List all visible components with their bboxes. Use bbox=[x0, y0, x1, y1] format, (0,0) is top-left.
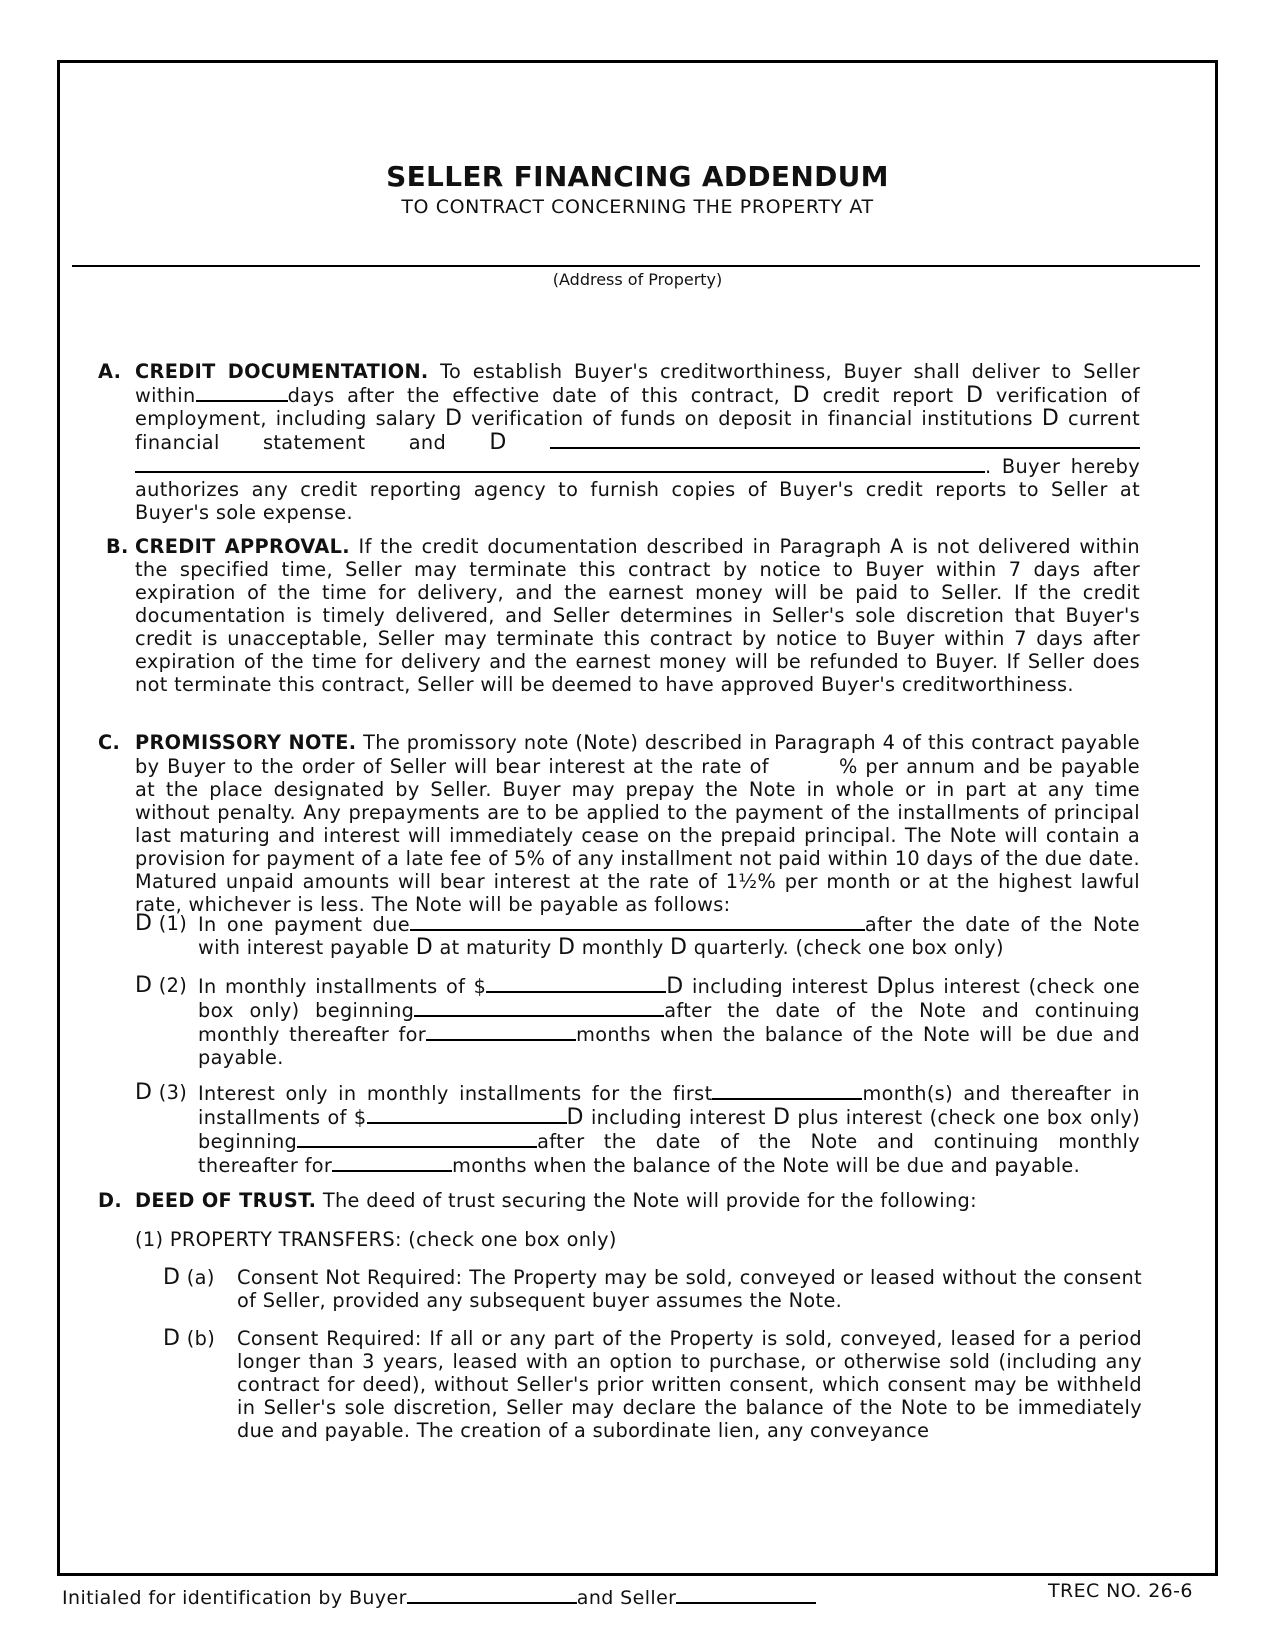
payment-option-2-number: (2) bbox=[158, 974, 188, 997]
form-number: TREC NO. 26-6 bbox=[1048, 1580, 1193, 1602]
section-a-text-7: . Buyer hereby authorizes any credit reporting agency to furnish copies of Buyer's credit reports to Seller at Buyer's sole expense. bbox=[135, 455, 1140, 524]
option-2-text-a: In monthly installments of $ bbox=[198, 975, 487, 998]
initialed-label: Initialed for identification by Buyer bbox=[62, 1587, 407, 1609]
payment-option-1-checkbox[interactable]: D bbox=[135, 911, 153, 936]
section-a-text-2: days after the effective date of this contract, bbox=[287, 384, 793, 407]
other-document-field-2[interactable] bbox=[135, 454, 985, 473]
credit-report-checkbox[interactable]: D bbox=[792, 383, 810, 408]
section-d bbox=[98, 1189, 1140, 1212]
consent-not-required-text: Consent Not Required: The Property may be sold, conveyed or leased without the consent of Seller, provided any subsequent buyer assumes the Note. bbox=[237, 1266, 1142, 1312]
section-a-text-4: verification of employment, including salary bbox=[135, 384, 1140, 430]
section-a-text-5: verification of funds on deposit in financial institutions bbox=[462, 407, 1042, 430]
at-maturity-checkbox[interactable]: D bbox=[415, 935, 434, 960]
section-a-text-6: current financial statement and bbox=[135, 407, 1141, 454]
option-1-text-c: at maturity bbox=[433, 936, 558, 959]
section-c-text-1: The promissory note (Note) described in Paragraph 4 of this contract payable by Buyer to the order of Seller will bear interest at the rate of bbox=[135, 731, 1140, 778]
option-3-plus-interest-checkbox[interactable]: D bbox=[772, 1105, 791, 1130]
monthly-installment-amount-field[interactable] bbox=[486, 974, 666, 993]
payment-option-3-number: (3) bbox=[158, 1081, 188, 1104]
payment-option-2 bbox=[135, 973, 1141, 1069]
page-title: SELLER FINANCING ADDENDUM bbox=[386, 160, 889, 193]
section-b-heading: CREDIT APPROVAL. bbox=[135, 535, 350, 558]
option-2-text-b: including interest bbox=[683, 975, 877, 998]
interest-only-months-field[interactable] bbox=[712, 1081, 862, 1100]
option-3-months-field[interactable] bbox=[332, 1153, 452, 1172]
option-2-text-c: plus interest (check one box only) beginning bbox=[198, 975, 1140, 1022]
option-3-text-b: month(s) and thereafter in installments of $ bbox=[198, 1082, 1140, 1129]
section-b-label: B. bbox=[106, 535, 129, 558]
section-c-heading: PROMISSORY NOTE. bbox=[135, 731, 357, 754]
financial-statement-checkbox[interactable]: D bbox=[1041, 406, 1060, 431]
section-c-label: C. bbox=[98, 731, 121, 754]
option-1-text-d: monthly bbox=[575, 936, 671, 959]
and-seller-label: and Seller bbox=[576, 1587, 677, 1609]
section-d-text: The deed of trust securing the Note will provide for the following: bbox=[316, 1189, 977, 1212]
option-2-text-e: months when the balance of the Note will be due and payable. bbox=[198, 1023, 1140, 1069]
initials-line bbox=[62, 1585, 816, 1609]
plus-interest-checkbox[interactable]: D bbox=[876, 974, 894, 999]
section-a-text-3: credit report bbox=[809, 384, 966, 407]
seller-initials-field[interactable] bbox=[676, 1585, 816, 1604]
consent-required-text: Consent Required: If all or any part of the Property is sold, conveyed, leased for a period longer than 3 years, leased with an option to purchase, or otherwise sold (including any contract for deed), without Seller's prior written consent, which consent may be withheld in Seller's sole discretion, Seller may declare the balance of the Note to be immediately due and payable. The creation of a subordinate lien, any conveyance bbox=[237, 1327, 1142, 1442]
section-c bbox=[98, 731, 1141, 916]
payment-option-2-checkbox[interactable]: D bbox=[135, 973, 153, 998]
option-1-text-b: after the date of the Note with interest payable bbox=[198, 913, 1140, 959]
section-d-heading: DEED OF TRUST. bbox=[135, 1189, 317, 1212]
section-d-label: D. bbox=[98, 1189, 123, 1212]
address-field[interactable] bbox=[72, 265, 1200, 267]
option-2-beginning-field[interactable] bbox=[414, 998, 664, 1017]
option-3-beginning-field[interactable] bbox=[297, 1129, 537, 1148]
option-3-installment-amount-field[interactable] bbox=[367, 1105, 567, 1124]
section-a-text-1: To establish Buyer's creditworthiness, Buyer shall deliver to Seller within bbox=[135, 360, 1140, 407]
funds-verification-checkbox[interactable]: D bbox=[444, 406, 463, 431]
consent-not-required-option bbox=[163, 1265, 1142, 1312]
option-2-text-d: after the date of the Note and continuing monthly thereafter for bbox=[198, 999, 1141, 1046]
quarterly-checkbox[interactable]: D bbox=[670, 935, 688, 960]
option-3-text-f: months when the balance of the Note will be due and payable. bbox=[452, 1154, 1081, 1177]
including-interest-checkbox[interactable]: D bbox=[666, 974, 684, 999]
consent-required-option bbox=[163, 1326, 1142, 1442]
employment-checkbox[interactable]: D bbox=[965, 383, 984, 408]
payment-option-1-number: (1) bbox=[158, 912, 188, 935]
other-document-field-1[interactable] bbox=[550, 430, 1140, 449]
section-b bbox=[106, 535, 1140, 696]
page-subtitle: TO CONTRACT CONCERNING THE PROPERTY AT bbox=[401, 196, 874, 218]
consent-required-checkbox[interactable]: D bbox=[163, 1326, 181, 1351]
buyer-initials-field[interactable] bbox=[407, 1585, 577, 1604]
option-3-including-interest-checkbox[interactable]: D bbox=[566, 1105, 584, 1130]
section-a bbox=[98, 360, 1141, 524]
consent-not-required-checkbox[interactable]: D bbox=[163, 1265, 181, 1290]
days-field[interactable] bbox=[196, 383, 288, 402]
other-document-checkbox[interactable]: D bbox=[489, 430, 507, 455]
option-3-text-e: after the date of the Note and continuing monthly thereafter for bbox=[198, 1130, 1140, 1177]
option-1-text-a: In one payment due bbox=[198, 913, 410, 936]
option-1-text-e: quarterly. (check one box only) bbox=[687, 936, 1004, 959]
option-3-text-c: including interest bbox=[583, 1106, 773, 1129]
interest-rate-field[interactable] bbox=[769, 754, 839, 773]
one-payment-due-field[interactable] bbox=[410, 912, 865, 931]
payment-option-1 bbox=[135, 911, 1140, 960]
option-3-text-d: plus interest (check one box only) beginning bbox=[198, 1106, 1140, 1153]
section-a-heading: CREDIT DOCUMENTATION. bbox=[135, 360, 429, 383]
option-2-months-field[interactable] bbox=[426, 1022, 576, 1041]
monthly-checkbox[interactable]: D bbox=[557, 935, 576, 960]
section-c-text-2: % per annum and be payable at the place designated by Seller. Buyer may prepay the Note in whole or in part at any time without penalty. Any prepayments are to be applied to the payment of the installments of principal last maturing and interest will immediately cease on the prepaid principal. The Note will contain a provision for payment of a late fee of 5% of any installment not paid within 10 days of the due date. Matured unpaid amounts will bear interest at the rate of 1½% per month or at the highest lawful rate, whichever is less. The Note will be payable as follows: bbox=[135, 755, 1141, 916]
section-b-text: If the credit documentation described in Paragraph A is not delivered within the specified time, Seller may terminate this contract by notice to Buyer within 7 days after expiration of the time for delivery, and the earnest money will be paid to Seller. If the credit documentation is timely delivered, and Seller determines in Seller's sole discretion that Buyer's credit is unacceptable, Seller may terminate this contract by notice to Buyer within 7 days after expiration of the time for delivery and the earnest money will be refunded to Buyer. If Seller does not terminate this contract, Seller will be deemed to have approved Buyer's creditworthiness. bbox=[135, 535, 1140, 696]
payment-option-3-checkbox[interactable]: D bbox=[135, 1080, 153, 1105]
option-3-text-a: Interest only in monthly installments for the first bbox=[198, 1082, 713, 1105]
option-a-letter: (a) bbox=[186, 1266, 215, 1289]
property-transfers-heading: (1) PROPERTY TRANSFERS: (check one box only) bbox=[135, 1228, 617, 1251]
option-b-letter: (b) bbox=[186, 1327, 216, 1350]
payment-option-3 bbox=[135, 1080, 1140, 1177]
section-a-label: A. bbox=[98, 360, 122, 383]
address-caption: (Address of Property) bbox=[552, 270, 723, 289]
